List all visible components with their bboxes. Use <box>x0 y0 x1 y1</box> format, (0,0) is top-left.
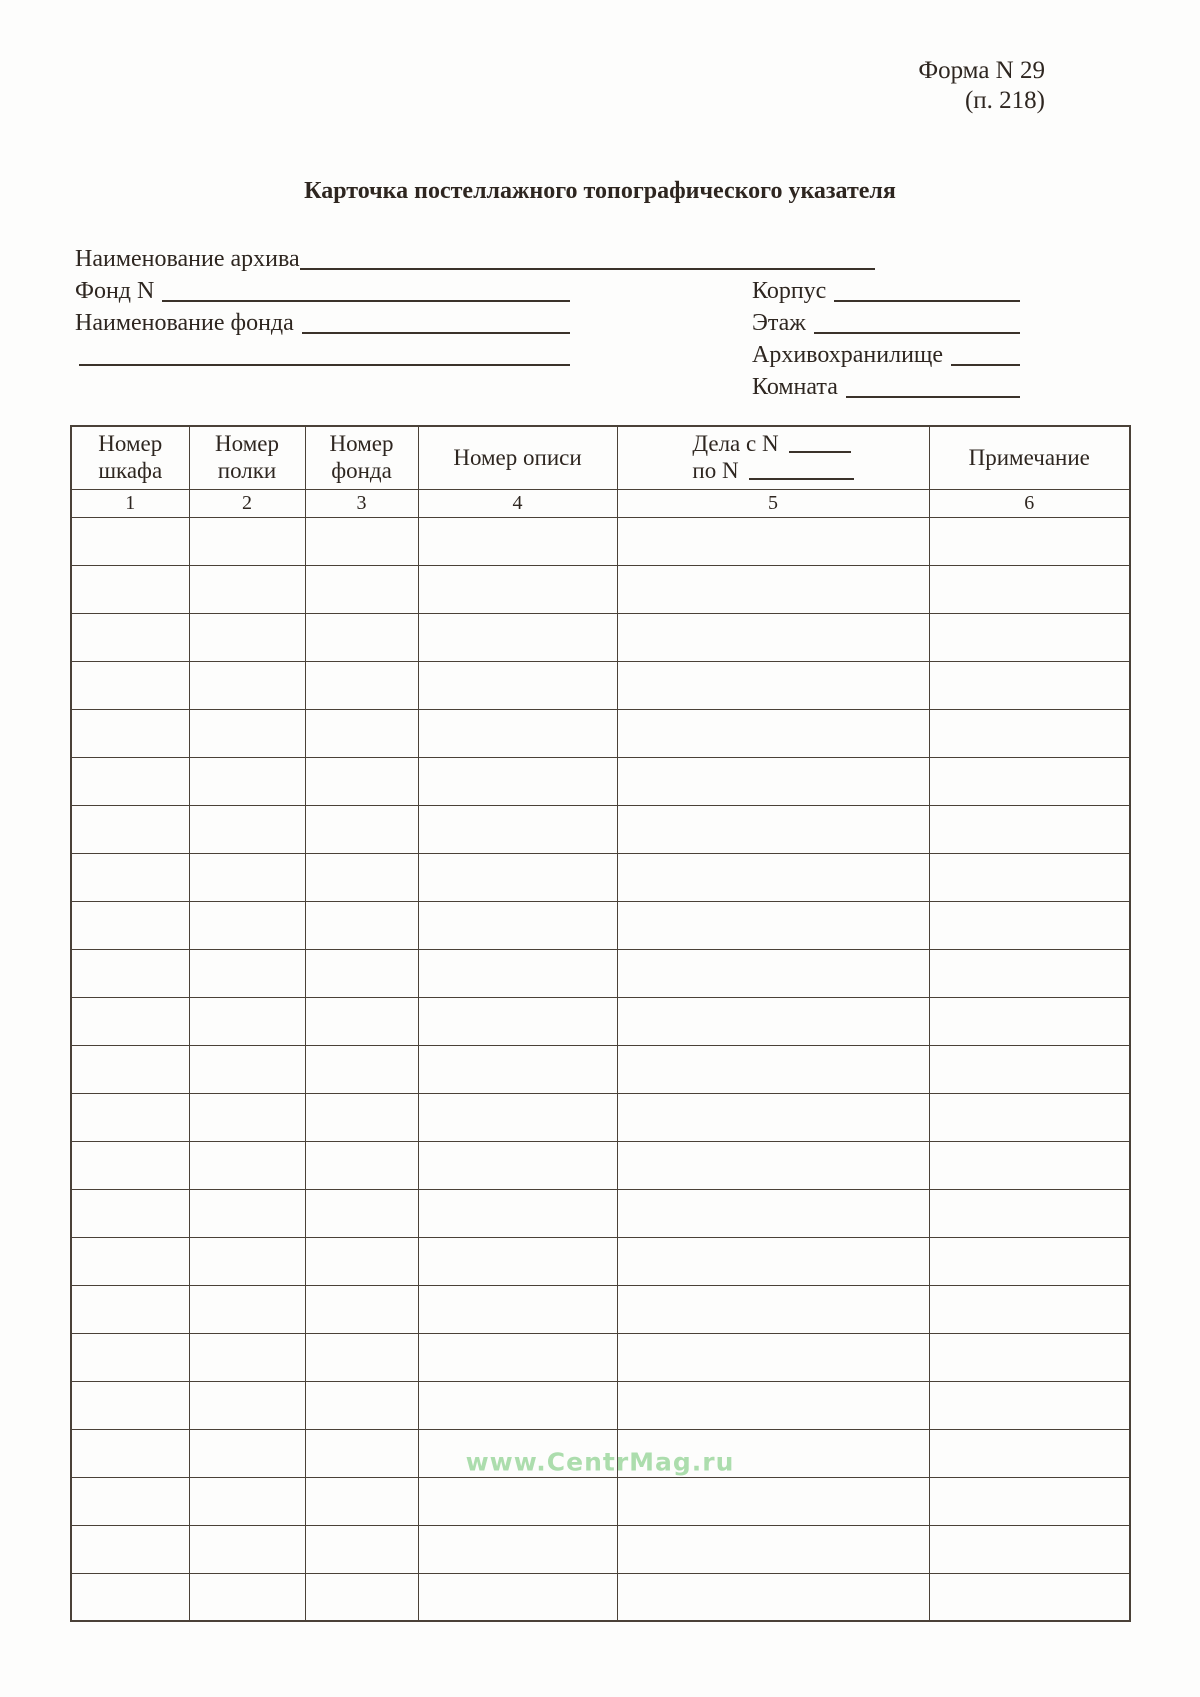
table-empty-cell <box>189 1285 305 1333</box>
table-empty-cell <box>189 997 305 1045</box>
fund-name-continuation-blank-line <box>79 342 570 366</box>
table-empty-row <box>71 1333 1130 1381</box>
fund-number-label: Фонд N <box>75 278 155 304</box>
table-empty-cell <box>418 1045 617 1093</box>
table-empty-cell <box>305 1045 418 1093</box>
table-empty-row <box>71 1093 1130 1141</box>
column-number: 2 <box>189 489 305 517</box>
table-empty-cell <box>929 1189 1130 1237</box>
files-range-block <box>692 431 853 484</box>
fields-spacer <box>570 338 752 370</box>
table-empty-cell <box>189 1333 305 1381</box>
table-empty-cell <box>305 517 418 565</box>
table-empty-cell <box>418 1429 617 1477</box>
table-empty-cell <box>929 1525 1130 1573</box>
table-empty-row <box>71 517 1130 565</box>
table-empty-cell <box>71 1141 189 1189</box>
table-empty-cell <box>71 1477 189 1525</box>
column-number: 1 <box>71 489 189 517</box>
table-empty-cell <box>617 1525 929 1573</box>
room-blank-line <box>846 374 1020 398</box>
table-header <box>71 426 1130 517</box>
table-empty-cell <box>617 1477 929 1525</box>
form-paragraph: (п. 218) <box>964 87 1045 114</box>
table-empty-row <box>71 709 1130 757</box>
floor-label: Этаж <box>752 310 806 336</box>
table-empty-cell <box>929 661 1130 709</box>
table-empty-cell <box>418 1573 617 1621</box>
table-empty-cell <box>617 661 929 709</box>
table-empty-cell <box>418 949 617 997</box>
storage-label: Архивохранилище <box>752 342 944 368</box>
table-empty-row <box>71 1477 1130 1525</box>
table-empty-cell <box>929 1045 1130 1093</box>
table-empty-cell <box>71 1573 189 1621</box>
table-empty-cell <box>617 1045 929 1093</box>
table-empty-cell <box>617 901 929 949</box>
table-empty-cell <box>305 805 418 853</box>
table-empty-cell <box>418 1189 617 1237</box>
table-empty-cell <box>929 1141 1130 1189</box>
table-empty-cell <box>418 709 617 757</box>
field-room <box>752 370 1020 402</box>
table-empty-cell <box>189 565 305 613</box>
table-empty-cell <box>71 1285 189 1333</box>
table-empty-cell <box>71 853 189 901</box>
table-empty-cell <box>189 613 305 661</box>
table-empty-cell <box>305 1381 418 1429</box>
table-empty-cell <box>617 1237 929 1285</box>
table-empty-cell <box>189 1525 305 1573</box>
building-blank-line <box>834 278 1020 302</box>
fields-spacer <box>570 370 752 402</box>
table-empty-cell <box>305 613 418 661</box>
column-number: 5 <box>617 489 929 517</box>
table-empty-cell <box>305 1525 418 1573</box>
table-empty-cell <box>418 1477 617 1525</box>
field-fund-number <box>75 274 570 306</box>
form-code <box>918 56 1045 116</box>
files-to-line <box>692 458 853 484</box>
table-empty-cell <box>418 517 617 565</box>
table-empty-cell <box>929 1237 1130 1285</box>
files-to-blank-line <box>749 478 854 480</box>
fields-spacer <box>570 274 752 306</box>
table-empty-cell <box>418 1237 617 1285</box>
table-empty-row <box>71 853 1130 901</box>
table-empty-cell <box>617 997 929 1045</box>
header-shelf-number: Номер полки <box>189 426 305 489</box>
table-empty-cell <box>617 853 929 901</box>
form-number: Форма N 29 <box>918 57 1045 84</box>
field-floor <box>752 306 1020 338</box>
header-note: Примечание <box>929 426 1130 489</box>
table-empty-cell <box>71 997 189 1045</box>
table-empty-cell <box>71 517 189 565</box>
table-empty-cell <box>418 901 617 949</box>
table-empty-cell <box>418 661 617 709</box>
table-header-row <box>71 426 1130 489</box>
table-empty-cell <box>71 565 189 613</box>
table-empty-cell <box>71 1093 189 1141</box>
table-body <box>71 517 1130 1621</box>
table-empty-cell <box>189 1237 305 1285</box>
table-empty-cell <box>617 1381 929 1429</box>
table-empty-cell <box>929 1333 1130 1381</box>
table-empty-cell <box>929 1477 1130 1525</box>
column-number: 3 <box>305 489 418 517</box>
fields-spacer <box>75 370 570 402</box>
table-empty-cell <box>929 997 1130 1045</box>
table-empty-cell <box>929 901 1130 949</box>
table-empty-cell <box>189 1141 305 1189</box>
table-empty-cell <box>305 757 418 805</box>
table-empty-cell <box>189 661 305 709</box>
table-empty-row <box>71 613 1130 661</box>
archive-name-label: Наименование архива <box>75 246 300 272</box>
table-empty-row <box>71 1045 1130 1093</box>
table-empty-cell <box>418 613 617 661</box>
column-number: 6 <box>929 489 1130 517</box>
table-empty-cell <box>929 1429 1130 1477</box>
table-empty-row <box>71 757 1130 805</box>
table-empty-cell <box>305 1237 418 1285</box>
table-empty-cell <box>305 1573 418 1621</box>
table-empty-cell <box>418 1381 617 1429</box>
table-empty-cell <box>189 1093 305 1141</box>
table-empty-cell <box>929 1285 1130 1333</box>
table-empty-cell <box>189 949 305 997</box>
fields-block <box>75 242 1125 402</box>
table-empty-cell <box>929 613 1130 661</box>
table-empty-cell <box>189 1189 305 1237</box>
table-empty-cell <box>71 949 189 997</box>
table-empty-cell <box>418 997 617 1045</box>
table-empty-cell <box>305 949 418 997</box>
table-empty-cell <box>305 997 418 1045</box>
table-empty-cell <box>189 1429 305 1477</box>
header-fund-number: Номер фонда <box>305 426 418 489</box>
room-label: Комната <box>752 374 838 400</box>
table-empty-cell <box>305 661 418 709</box>
field-storage <box>752 338 1020 370</box>
table-empty-cell <box>418 853 617 901</box>
table-empty-row <box>71 1237 1130 1285</box>
table-empty-cell <box>418 1285 617 1333</box>
table-empty-cell <box>71 709 189 757</box>
table-empty-cell <box>71 1045 189 1093</box>
table-empty-cell <box>305 1189 418 1237</box>
table-empty-cell <box>617 1333 929 1381</box>
table-empty-cell <box>189 1573 305 1621</box>
table-empty-cell <box>71 1525 189 1573</box>
table-empty-cell <box>617 613 929 661</box>
table-empty-cell <box>71 1237 189 1285</box>
fund-name-label: Наименование фонда <box>75 310 294 336</box>
table-empty-cell <box>305 1333 418 1381</box>
table-empty-cell <box>418 1333 617 1381</box>
table-empty-cell <box>189 1477 305 1525</box>
column-number: 4 <box>418 489 617 517</box>
table-empty-cell <box>617 757 929 805</box>
table-empty-cell <box>617 1189 929 1237</box>
files-from-label: Дела с N <box>692 431 779 457</box>
table-empty-cell <box>189 805 305 853</box>
table-empty-cell <box>929 565 1130 613</box>
files-to-label: по N <box>692 457 739 483</box>
form-title: Карточка постеллажного топографического указателя <box>304 178 896 204</box>
table-empty-cell <box>617 709 929 757</box>
table-empty-cell <box>418 565 617 613</box>
table-empty-row <box>71 949 1130 997</box>
table-empty-cell <box>929 1381 1130 1429</box>
table-empty-cell <box>71 613 189 661</box>
table-empty-cell <box>617 565 929 613</box>
table-empty-cell <box>189 517 305 565</box>
table-empty-row <box>71 1189 1130 1237</box>
table-empty-cell <box>929 1573 1130 1621</box>
table-empty-cell <box>305 1285 418 1333</box>
table-empty-cell <box>71 661 189 709</box>
table-empty-cell <box>617 805 929 853</box>
files-from-line <box>692 431 853 457</box>
table-empty-cell <box>71 757 189 805</box>
table-empty-cell <box>418 805 617 853</box>
table-empty-cell <box>929 517 1130 565</box>
fund-name-blank-line <box>302 310 570 334</box>
table-empty-cell <box>305 1477 418 1525</box>
table-empty-cell <box>617 1093 929 1141</box>
table-empty-cell <box>305 1141 418 1189</box>
table-empty-cell <box>71 805 189 853</box>
field-fund-name <box>75 306 570 338</box>
table-empty-cell <box>418 1093 617 1141</box>
table-empty-row <box>71 565 1130 613</box>
table-empty-cell <box>929 805 1130 853</box>
table-empty-cell <box>418 1525 617 1573</box>
table-empty-cell <box>617 949 929 997</box>
table-empty-row <box>71 1525 1130 1573</box>
table-empty-row <box>71 1141 1130 1189</box>
field-fund-name-continuation <box>75 338 570 370</box>
table-empty-row <box>71 1429 1130 1477</box>
fields-grid <box>75 274 1125 402</box>
table-empty-cell <box>929 757 1130 805</box>
table-empty-cell <box>189 901 305 949</box>
table-empty-cell <box>71 1381 189 1429</box>
table-empty-cell <box>189 853 305 901</box>
table-empty-row <box>71 1381 1130 1429</box>
table-empty-row <box>71 805 1130 853</box>
watermark: www.CentrMag.ru <box>465 1447 735 1477</box>
table-empty-cell <box>305 1429 418 1477</box>
table-empty-cell <box>418 1141 617 1189</box>
table-empty-cell <box>305 901 418 949</box>
table-empty-row <box>71 661 1130 709</box>
fields-spacer <box>570 306 752 338</box>
table-empty-row <box>71 997 1130 1045</box>
storage-blank-line <box>951 342 1020 366</box>
column-number-row <box>71 489 1130 517</box>
topographic-index-table <box>70 425 1131 1622</box>
table-empty-cell <box>617 1429 929 1477</box>
field-building <box>752 274 1020 306</box>
table-empty-cell <box>929 709 1130 757</box>
table-empty-cell <box>71 1189 189 1237</box>
table-empty-cell <box>71 1429 189 1477</box>
table-empty-cell <box>617 1285 929 1333</box>
table-empty-cell <box>305 853 418 901</box>
table-empty-cell <box>929 1093 1130 1141</box>
field-archive-name <box>75 242 875 274</box>
table-empty-cell <box>189 1381 305 1429</box>
table-empty-cell <box>418 757 617 805</box>
table-empty-cell <box>71 901 189 949</box>
table-empty-row <box>71 1285 1130 1333</box>
table-empty-cell <box>305 565 418 613</box>
table-empty-cell <box>617 1141 929 1189</box>
floor-blank-line <box>814 310 1020 334</box>
fund-number-blank-line <box>162 278 570 302</box>
table-empty-row <box>71 1573 1130 1621</box>
table-empty-cell <box>189 757 305 805</box>
table-empty-row <box>71 901 1130 949</box>
table-empty-cell <box>929 949 1130 997</box>
table-empty-cell <box>189 1045 305 1093</box>
files-from-blank-line <box>789 451 851 453</box>
archive-name-blank-line <box>300 246 875 270</box>
table-empty-cell <box>617 1573 929 1621</box>
table-empty-cell <box>929 853 1130 901</box>
building-label: Корпус <box>752 278 827 304</box>
header-files-range <box>617 426 929 489</box>
table-empty-cell <box>617 517 929 565</box>
table-empty-cell <box>305 1093 418 1141</box>
table-empty-cell <box>71 1333 189 1381</box>
header-cabinet-number: Номер шкафа <box>71 426 189 489</box>
header-inventory-number: Номер описи <box>418 426 617 489</box>
table-empty-cell <box>189 709 305 757</box>
table-empty-cell <box>305 709 418 757</box>
